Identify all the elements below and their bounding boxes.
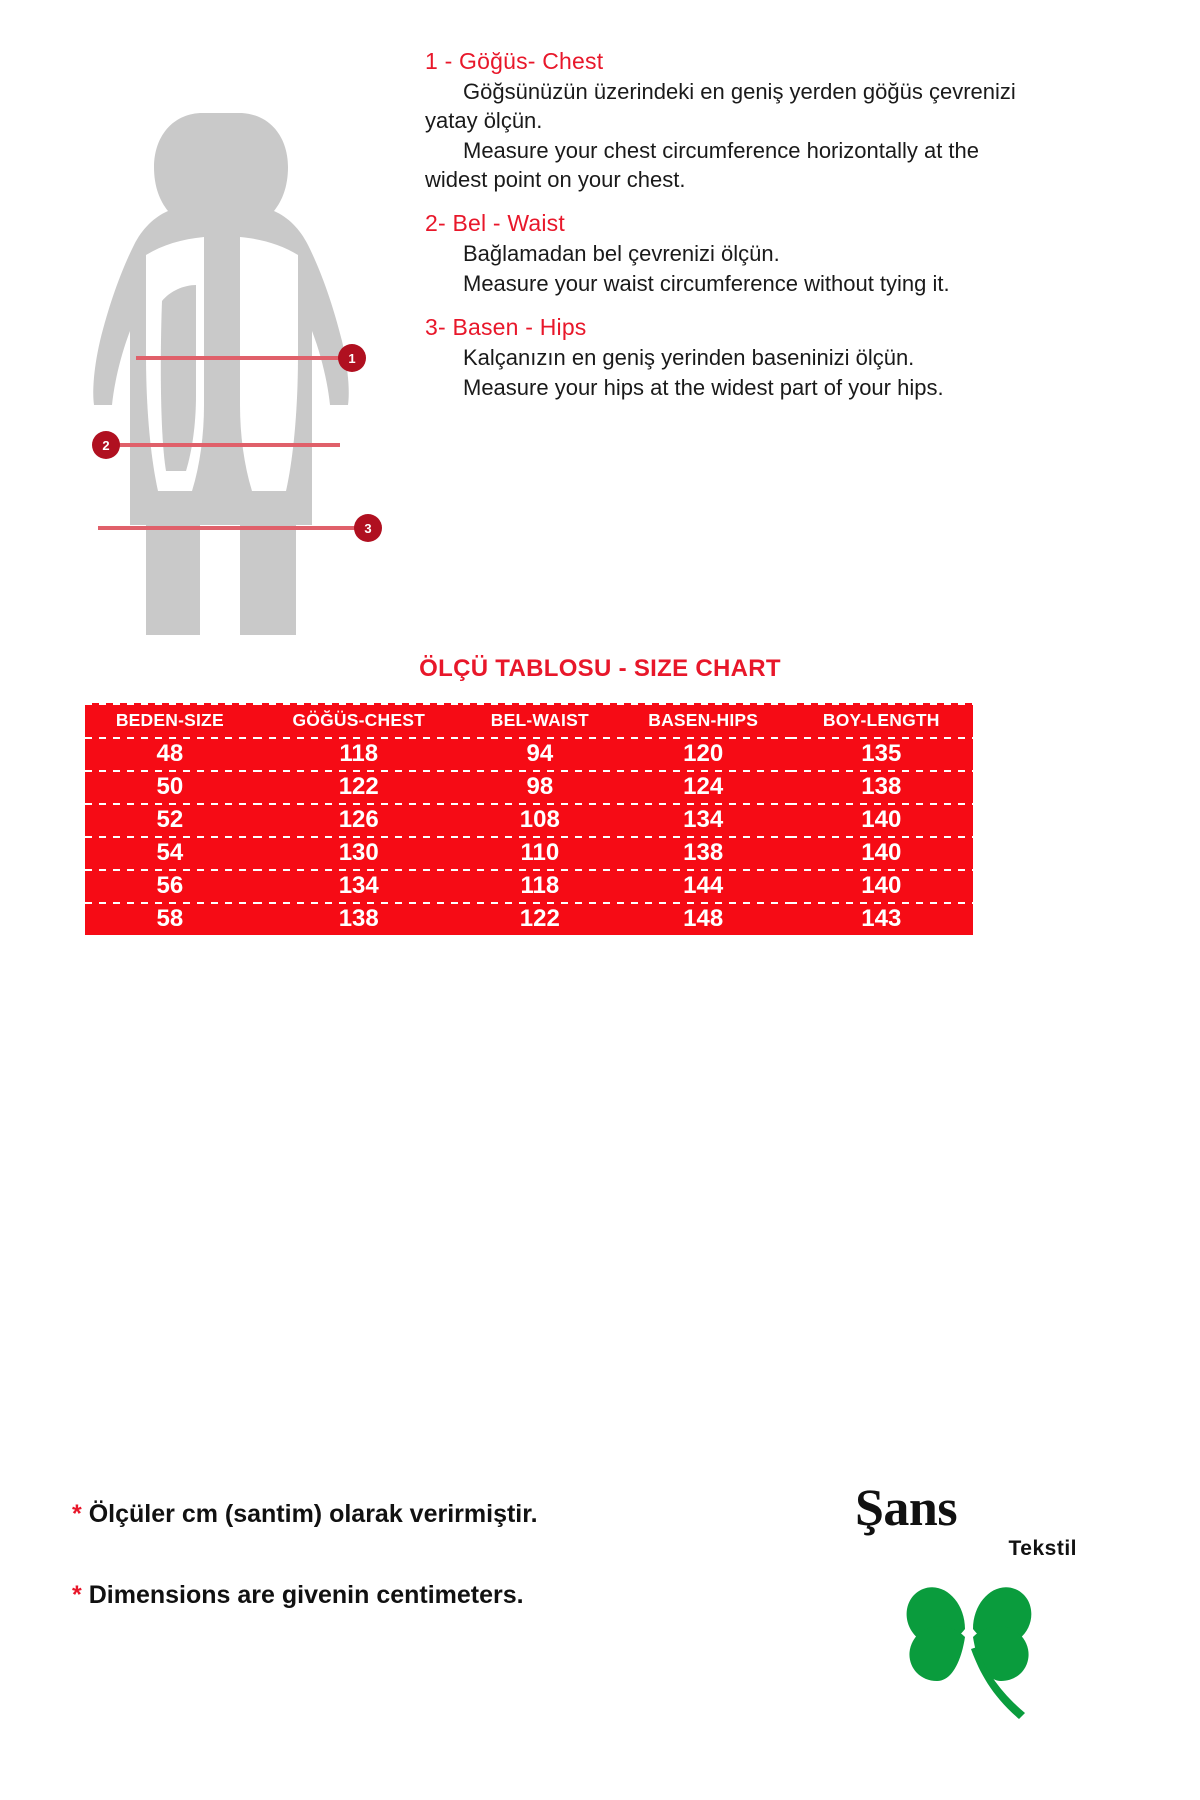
chest-marker-label: 1 [348, 351, 356, 366]
cell-waist: 110 [463, 836, 617, 869]
column-header-size: BEDEN-SIZE [85, 703, 255, 737]
instruction-chest [425, 48, 1045, 194]
asterisk-icon: * [72, 1581, 82, 1609]
instruction-waist [425, 210, 1045, 298]
cell-chest: 138 [255, 902, 463, 935]
cell-size: 50 [85, 770, 255, 803]
waist-marker-label: 2 [102, 438, 110, 453]
cell-length: 140 [790, 836, 973, 869]
table-bottom-divider [85, 982, 973, 984]
table-row [85, 869, 973, 902]
column-header-length: BOY-LENGTH [790, 703, 973, 737]
instruction-waist-en: Measure your waist circumference without tying it. [463, 271, 950, 297]
cell-length: 138 [790, 770, 973, 803]
clover-icon [879, 1567, 1085, 1752]
instruction-chest-tr: Göğsünüzün üzerindeki en geniş yerden göğüs çevrenizi yatay ölçün. [425, 79, 1016, 134]
footnote-en [72, 1581, 772, 1610]
cell-length: 135 [790, 737, 973, 770]
hips-marker-label: 3 [364, 521, 372, 536]
cell-hips: 148 [617, 902, 790, 935]
table-row [85, 737, 973, 770]
brand-subtitle: Tekstil [1008, 1537, 1077, 1560]
size-chart-title: ÖLÇÜ TABLOSU - SIZE CHART [419, 655, 781, 682]
footnote-en-text: Dimensions are givenin centimeters. [88, 1581, 524, 1609]
cell-hips: 144 [617, 869, 790, 902]
table-row [85, 770, 973, 803]
cell-hips: 138 [617, 836, 790, 869]
cell-size: 58 [85, 902, 255, 935]
brand-name: Şans [855, 1480, 958, 1537]
cell-chest: 118 [255, 737, 463, 770]
instruction-hips-tr: Kalçanızın en geniş yerinden baseninizi ölçün. [463, 345, 915, 371]
measurement-figure [50, 105, 450, 645]
footnotes [72, 1500, 772, 1662]
cell-waist: 98 [463, 770, 617, 803]
asterisk-icon: * [72, 1500, 82, 1528]
footnote-tr-text: Ölçüler cm (santim) olarak verirmiştir. [88, 1500, 538, 1528]
cell-hips: 134 [617, 803, 790, 836]
cell-size: 52 [85, 803, 255, 836]
body-silhouette-shape [93, 113, 349, 635]
cell-length: 140 [790, 803, 973, 836]
brand-logo [855, 1480, 1085, 1743]
instruction-chest-heading: 1 - Göğüs- Chest [425, 48, 604, 74]
instructions-block [425, 48, 1045, 418]
column-header-waist: BEL-WAIST [463, 703, 617, 737]
table-row [85, 803, 973, 836]
cell-size: 54 [85, 836, 255, 869]
cell-size: 56 [85, 869, 255, 902]
instruction-chest-en: Measure your chest circumference horizontally at the widest point on your chest. [425, 138, 980, 193]
column-header-hips: BASEN-HIPS [617, 703, 790, 737]
cell-length: 140 [790, 869, 973, 902]
cell-hips: 124 [617, 770, 790, 803]
cell-waist: 122 [463, 902, 617, 935]
table-row [85, 902, 973, 935]
cell-chest: 122 [255, 770, 463, 803]
cell-chest: 134 [255, 869, 463, 902]
instruction-hips [425, 314, 1045, 402]
instruction-hips-en: Measure your hips at the widest part of your hips. [463, 375, 944, 401]
cell-size: 48 [85, 737, 255, 770]
cell-chest: 130 [255, 836, 463, 869]
table-row [85, 836, 973, 869]
cell-waist: 118 [463, 869, 617, 902]
table-header-row [85, 703, 973, 737]
footnote-tr [72, 1500, 772, 1529]
size-chart-table [85, 703, 973, 935]
cell-waist: 108 [463, 803, 617, 836]
cell-hips: 120 [617, 737, 790, 770]
cell-chest: 126 [255, 803, 463, 836]
cell-waist: 94 [463, 737, 617, 770]
instruction-waist-tr: Bağlamadan bel çevrenizi ölçün. [463, 241, 780, 267]
instruction-waist-heading: 2- Bel - Waist [425, 210, 565, 237]
cell-length: 143 [790, 902, 973, 935]
instruction-hips-heading: 3- Basen - Hips [425, 314, 587, 341]
column-header-chest: GÖĞÜS-CHEST [255, 703, 463, 737]
